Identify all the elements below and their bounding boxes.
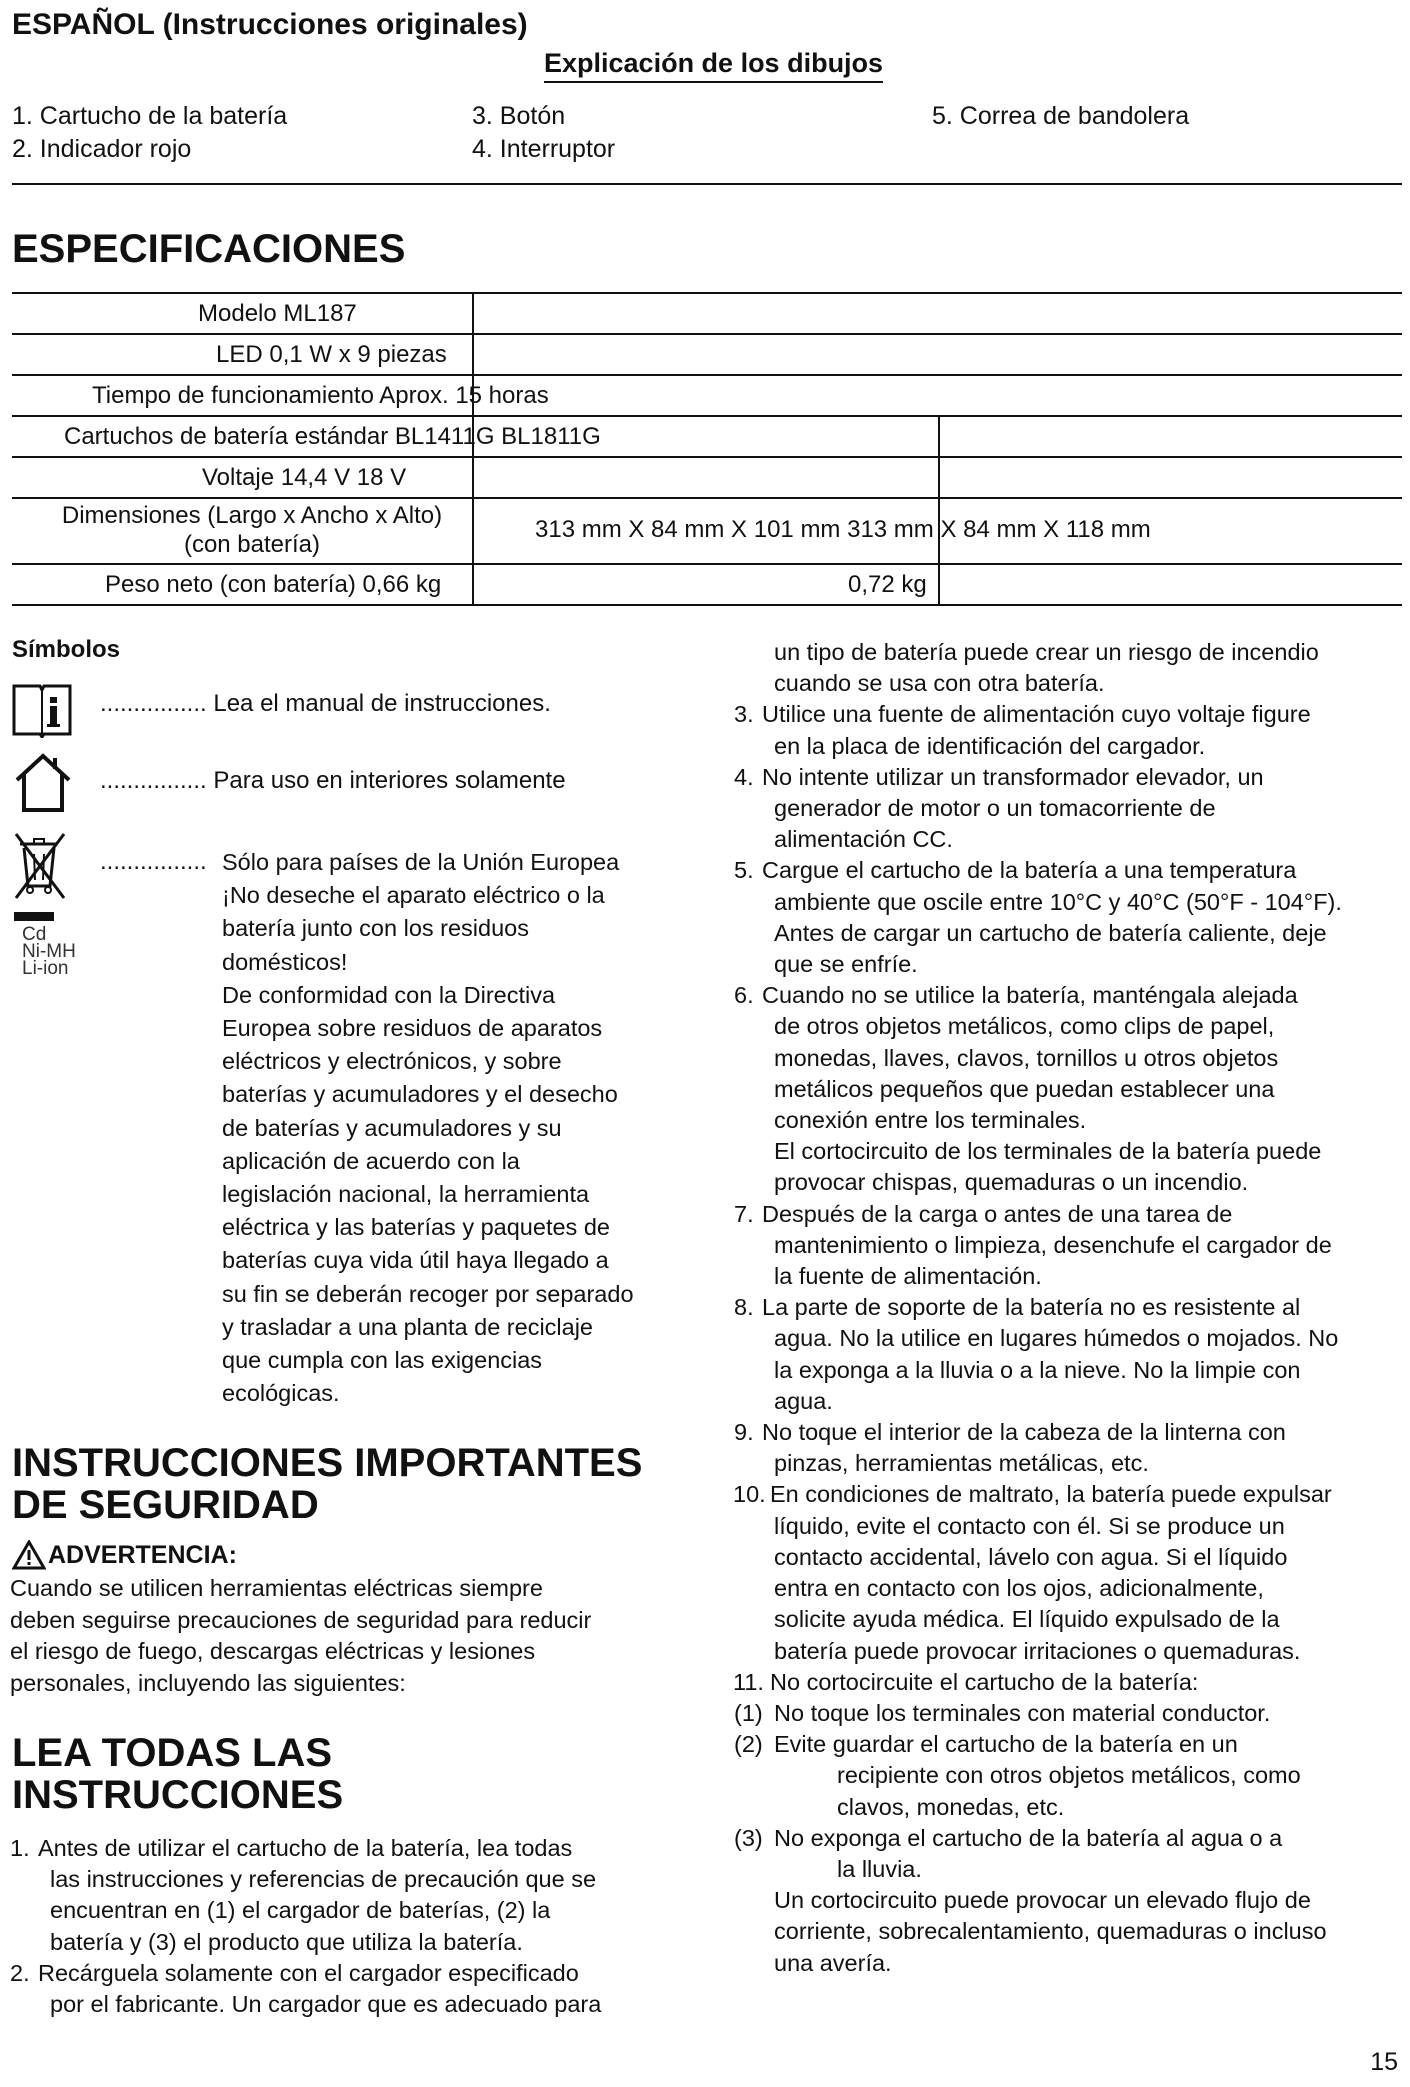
bar-icon (14, 912, 54, 921)
symbols-heading: Símbolos (12, 636, 121, 663)
list-item (734, 1667, 1406, 1698)
text-line: No intente utilizar un transformador elevador, un (762, 763, 1264, 790)
text-line: Recárguela solamente con el cargador especificado (38, 1959, 579, 1986)
list-item (734, 699, 1406, 761)
text-line: Cuando no se utilice la batería, manténgala alejada (762, 982, 1298, 1009)
text-line: No toque los terminales con material conductor. (774, 1699, 1271, 1726)
text-line: baterías y acumuladores y el desecho (222, 1081, 618, 1108)
text-line: que cumpla con las exigencias (222, 1347, 543, 1374)
text-line: una avería. (774, 1949, 892, 1976)
language-heading: ESPAÑOL (Instrucciones originales) (12, 8, 528, 41)
spec-value: 313 mm X 84 mm X 101 mm 313 mm X 84 mm X 118 mm (535, 516, 1151, 543)
text-line: El cortocircuito de los terminales de la batería puede (774, 1138, 1322, 1165)
battery-label: Li-ion (22, 958, 69, 979)
spec-row (12, 335, 1402, 376)
spec-label: Cartuchos de batería estándar BL1411G BL1811G (64, 423, 601, 450)
spec-row (12, 565, 1402, 606)
spec-row (12, 294, 1402, 335)
item-number: 6. (734, 982, 754, 1009)
text-line: agua. (774, 1387, 833, 1414)
text-line: un tipo de batería puede crear un riesgo de incendio (774, 639, 1319, 665)
text-line: las instrucciones y referencias de precaución que se (50, 1866, 597, 1893)
legend-item: 3. Botón (472, 102, 566, 130)
text-line: monedas, llaves, clavos, tornillos u otros objetos (774, 1044, 1279, 1071)
legend-col-3 (932, 100, 1189, 133)
text-line: la fuente de alimentación. (774, 1263, 1042, 1290)
text-line: por el fabricante. Un cargador que es adecuado para (50, 1991, 602, 2018)
spec-label: Dimensiones (Largo x Ancho x Alto) (61, 502, 443, 529)
legend-item: 1. Cartucho de la batería (12, 102, 288, 130)
list-item (734, 855, 1406, 980)
left-instruction-list (10, 1833, 650, 2020)
text-line: No exponga el cartucho de la batería al agua o a (774, 1824, 1283, 1851)
read-all-heading (12, 1732, 343, 1816)
text-line: de baterías y acumuladores y su (222, 1114, 562, 1141)
item-number: 7. (734, 1200, 754, 1227)
text-line: Evite guardar el cartucho de la batería en un (774, 1731, 1238, 1758)
right-instruction-list (734, 637, 1406, 1979)
text-line: alimentación CC. (774, 826, 953, 853)
warning-text: ADVERTENCIA: (48, 1541, 237, 1569)
text-line: La parte de soporte de la batería no es resistente al (762, 1294, 1301, 1321)
text-line: Utilice una fuente de alimentación cuyo voltaje figure (762, 701, 1311, 728)
legend-item: 5. Correa de bandolera (932, 102, 1190, 130)
list-item (734, 1417, 1406, 1479)
spec-label: LED 0,1 W x 9 piezas (216, 341, 447, 368)
list-item (10, 1833, 650, 1958)
text-line: ambiente que oscile entre 10°C y 40°C (50°F - 104°F). (774, 888, 1342, 915)
text-line: generador de motor o un tomacorriente de (774, 795, 1216, 822)
text-line: corriente, sobrecalentamiento, quemaduras o incluso (774, 1918, 1327, 1945)
item-number: 3. (734, 701, 754, 728)
item-number: 2. (10, 1959, 30, 1986)
text-line: líquido, evite el contacto con él. Si se produce un (774, 1512, 1285, 1539)
dot-leader: ................ (100, 690, 207, 717)
eu-disposal-text (222, 846, 634, 1410)
closing-paragraph (734, 1885, 1406, 1979)
safety-heading (12, 1442, 642, 1526)
item-number: 1. (10, 1835, 30, 1861)
text-line: Un cortocircuito puede provocar un elevado flujo de (774, 1887, 1311, 1914)
text-line: batería puede provocar irritaciones o quemaduras. (774, 1637, 1301, 1664)
spec-label: Voltaje 14,4 V 18 V (202, 464, 407, 491)
item-number: 11. (733, 1668, 764, 1695)
text-line: en la placa de identificación del cargador. (774, 732, 1206, 759)
text-line: su fin se deberán recoger por separado (222, 1280, 634, 1307)
text-line: Antes de utilizar el cartucho de la batería, lea todas (38, 1835, 573, 1861)
spec-label: Modelo ML187 (198, 300, 357, 327)
manual-icon (12, 680, 72, 743)
text-line: No cortocircuite el cartucho de la batería: (770, 1668, 1199, 1695)
warning-label (12, 1540, 237, 1570)
text-line: ecológicas. (222, 1380, 340, 1407)
symbol-indoor-desc (100, 767, 566, 795)
sub-item (734, 1729, 1406, 1823)
text-line: Sólo para países de la Unión Europea (222, 849, 620, 875)
spec-label: Tiempo de funcionamiento Aprox. 15 horas (92, 382, 549, 409)
heading-line: LEA TODAS LAS (12, 1731, 333, 1775)
heading-line: INSTRUCCIONES IMPORTANTES (12, 1441, 643, 1485)
text-line: y trasladar a una planta de reciclaje (222, 1313, 593, 1340)
text-line: mantenimiento o limpieza, desenchufe el cargador de (774, 1231, 1332, 1258)
list-item (734, 637, 1406, 699)
list-item (10, 1958, 650, 2020)
text-line: entra en contacto con los ojos, adicionalmente, (774, 1575, 1264, 1602)
text-line: eléctricos y electrónicos, y sobre (222, 1048, 562, 1075)
item-number: (3) (734, 1824, 763, 1851)
text-line: No toque el interior de la cabeza de la linterna con (762, 1419, 1286, 1446)
legend-item: 2. Indicador rojo (12, 135, 192, 163)
item-number: 10. (733, 1481, 766, 1508)
battery-type-labels (22, 926, 76, 977)
item-number: (1) (734, 1699, 763, 1726)
text-line: aplicación de acuerdo con la (222, 1147, 520, 1174)
text-line: de otros objetos metálicos, como clips de papel, (774, 1013, 1275, 1040)
text-line: conexión entre los terminales. (774, 1107, 1087, 1134)
spec-value: 0,72 kg (848, 571, 927, 598)
text-line: recipiente con otros objetos metálicos, como (837, 1762, 1301, 1789)
heading-line: INSTRUCCIONES (12, 1773, 344, 1817)
text-line: Europea sobre residuos de aparatos (222, 1015, 603, 1042)
list-item (734, 1479, 1406, 1666)
item-number: 4. (734, 763, 754, 790)
spec-label: (con batería) (183, 531, 321, 558)
legend-col-2 (472, 100, 615, 166)
spec-row (12, 417, 1402, 458)
text-line: De conformidad con la Directiva (222, 981, 556, 1008)
page-number: 15 (1370, 2048, 1398, 2076)
symbol-text: Lea el manual de instrucciones. (213, 690, 551, 717)
symbol-manual-desc (100, 690, 551, 718)
list-item (734, 980, 1406, 1198)
spec-row (12, 376, 1402, 417)
text-line: agua. No la utilice en lugares húmedos o mojados. No (774, 1325, 1339, 1352)
text-line: la exponga a la lluvia o a la nieve. No la limpie con (774, 1356, 1301, 1383)
text-line: la lluvia. (837, 1855, 922, 1882)
sub-item (734, 1698, 1406, 1729)
text-line: Cargue el cartucho de la batería a una temperatura (762, 857, 1297, 884)
text-line: domésticos! (222, 948, 348, 975)
text-line: legislación nacional, la herramienta (222, 1181, 590, 1208)
warning-triangle-icon (12, 1540, 46, 1570)
house-icon (12, 752, 74, 819)
item-number: 9. (734, 1419, 754, 1446)
text-line: provocar chispas, quemaduras o un incendio. (774, 1169, 1249, 1196)
text-line: clavos, monedas, etc. (837, 1793, 1065, 1820)
item-number: 8. (734, 1294, 754, 1321)
list-item (734, 1292, 1406, 1417)
text-line: baterías cuya vida útil haya llegado a (222, 1247, 609, 1274)
legend-item: 4. Interruptor (472, 135, 616, 163)
warning-body (10, 1573, 591, 1699)
battery-label: Ni-MH (22, 941, 76, 962)
text-line: ¡No deseche el aparato eléctrico o la (222, 882, 605, 909)
symbol-text: Para uso en interiores solamente (213, 767, 566, 794)
specs-table (12, 292, 1402, 606)
text-line: el riesgo de fuego, descargas eléctricas y lesiones (10, 1638, 536, 1664)
spec-row (12, 499, 1402, 565)
text-line: pinzas, herramientas metálicas, etc. (774, 1450, 1149, 1477)
text-line: batería junto con los residuos (222, 915, 529, 942)
legend-col-1 (12, 100, 287, 166)
spec-label: Peso neto (con batería) 0,66 kg (105, 571, 442, 598)
text-line: deben seguirse precauciones de seguridad para reducir (10, 1606, 592, 1633)
list-item (734, 1199, 1406, 1293)
text-line: personales, incluyendo las siguientes: (10, 1669, 406, 1696)
spec-row (12, 458, 1402, 499)
text-line: Antes de cargar un cartucho de batería caliente, deje (774, 919, 1327, 946)
dot-leader: ................ (100, 767, 207, 794)
text-line: encuentran en (1) el cargador de baterías, (2) la (50, 1897, 551, 1924)
divider (12, 183, 1402, 185)
crossed-bin-icon (12, 832, 68, 913)
specs-heading: ESPECIFICACIONES (12, 227, 406, 271)
battery-label: Cd (22, 924, 47, 945)
dot-leader: ................ (100, 848, 207, 875)
item-number: 5. (734, 857, 754, 884)
text-line: metálicos pequeños que puedan establecer una (774, 1075, 1275, 1102)
text-line: En condiciones de maltrato, la batería puede expulsar (770, 1481, 1332, 1508)
drawings-heading: Explicación de los dibujos (544, 48, 883, 83)
text-line: solicite ayuda médica. El líquido expulsado de la (774, 1606, 1280, 1633)
text-line: Después de la carga o antes de una tarea de (762, 1200, 1233, 1227)
text-line: Cuando se utilicen herramientas eléctricas siempre (10, 1575, 543, 1601)
text-line: cuando se usa con otra batería. (774, 670, 1105, 697)
text-line: batería y (3) el producto que utiliza la batería. (50, 1928, 523, 1955)
text-line: contacto accidental, lávelo con agua. Si el líquido (774, 1543, 1288, 1570)
text-line: que se enfríe. (774, 951, 918, 978)
text-line: eléctrica y las baterías y paquetes de (222, 1214, 610, 1241)
list-item (734, 762, 1406, 856)
sub-item (734, 1823, 1406, 1885)
heading-line: DE SEGURIDAD (12, 1483, 319, 1527)
item-number: (2) (734, 1731, 763, 1758)
